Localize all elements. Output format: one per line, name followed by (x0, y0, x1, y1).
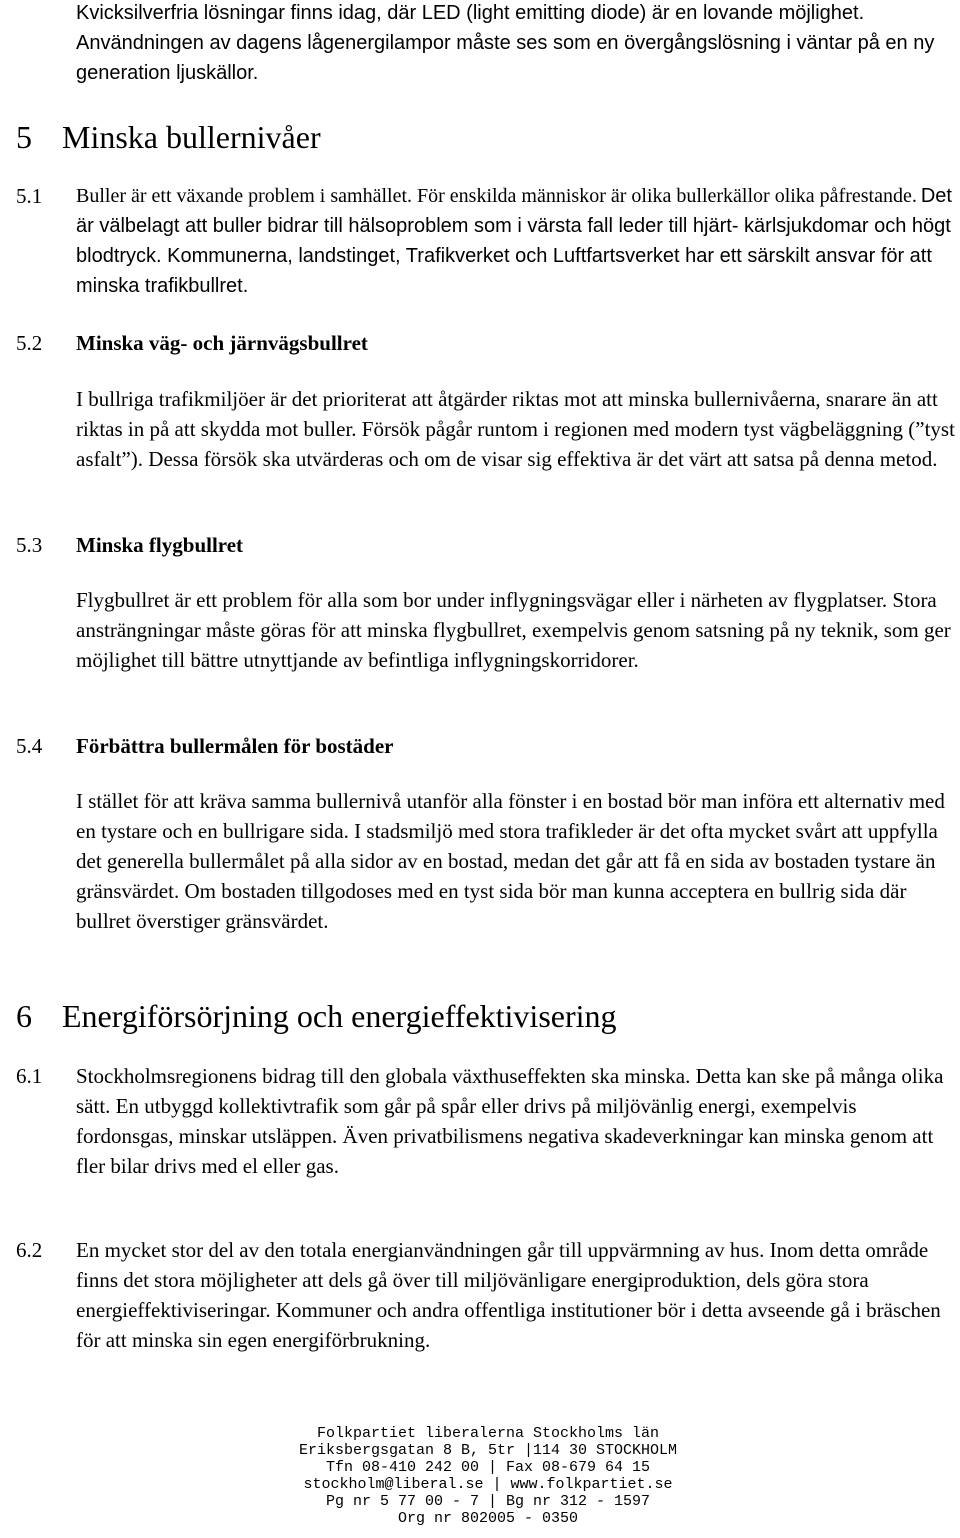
section-6-1-number: 6.1 (16, 1064, 43, 1088)
section-5-2-paragraph: I bullriga trafikmiljöer är det prioriterat att åtgärder riktas mot att minska bullernivåerna, snarare än att riktas in på att skydda mot buller. Försök pågår runtom i regionen med modern tyst vägbeläggning (”tyst asfalt”). Dessa försök ska utvärderas och om de visar sig effektiva är det värt att satsa på denna metod. (76, 387, 955, 471)
section-5-number: 5 (16, 119, 32, 155)
section-5-4-heading (0, 731, 960, 761)
section-5-1-text-sans: Det är välbelagt att buller bidrar till hälsoproblem som i värsta fall leder till hjärt- kärlsjukdomar och högt blodtryck. Kommunerna, landstinget, Trafikverket och Luftfartsverket har ett särskilt ansvar för att minska trafikbullret. (76, 185, 952, 297)
section-5-1-body (76, 181, 960, 301)
section-5-1-text-serif: Buller är ett växande problem i samhället. För enskilda människor är olika bullerkällor olika påfrestande. (76, 185, 917, 207)
footer-phone-fax: Tfn 08-410 242 00 | Fax 08-679 64 15 (325, 1459, 651, 1476)
section-5-3-title: Minska flygbullret (76, 533, 244, 557)
section-5-4-title: Förbättra bullermålen för bostäder (76, 734, 394, 758)
section-6-heading (16, 996, 916, 1036)
section-6-2-paragraph: En mycket stor del av den totala energianvändningen går till uppvärmning av hus. Inom detta område finns det stora möjligheter att dels gå över till miljövänligare energiproduktion, dels göra stora energieffektiviseringar. Kommuner och andra offentliga institutioner bör i detta avseende gå i bräschen för att minska sin egen energiförbrukning. (76, 1238, 941, 1352)
section-6-2-number: 6.2 (16, 1238, 43, 1262)
section-6-2 (0, 1235, 960, 1385)
section-5-3-number: 5.3 (16, 533, 43, 557)
page-footer (0, 1425, 960, 1527)
section-6-1 (0, 1061, 960, 1181)
section-5-3-heading (0, 530, 960, 560)
footer-giro: Pg nr 5 77 00 - 7 | Bg nr 312 - 1597 (325, 1493, 651, 1510)
section-5-2-heading (0, 328, 960, 358)
footer-org-number: Org nr 802005 - 0350 (397, 1510, 579, 1527)
footer-email-web: stockholm@liberal.se | www.folkpartiet.se (303, 1476, 673, 1493)
footer-address: Eriksbergsgatan 8 B, 5tr |114 30 STOCKHOLM (298, 1442, 678, 1459)
section-6-title: Energiförsörjning och energieffektivisering (62, 998, 617, 1034)
section-6-1-paragraph: Stockholmsregionens bidrag till den globala växthuseffekten ska minska. Detta kan ske på många olika sätt. En utbyggd kollektivtrafik som går på spår eller drivs på miljövänlig energi, exempelvis fordonsgas, minskar utsläppen. Även privatbilismens negativa skadeverkningar kan minska genom att fler bilar drivs med el eller gas. (76, 1064, 944, 1178)
section-5-2-title: Minska väg- och järnvägsbullret (76, 331, 368, 355)
section-5-4-paragraph: I stället för att kräva samma bullernivå utanför alla fönster i en bostad bör man införa ett alternativ med en tystare och en bullrigare sida. I stadsmiljö med stora trafikleder är det ofta mycket svårt att uppfylla det generella bullermålet på alla sidor av en bostad, medan det går att få en sida av bostaden tystare än gränsvärdet. Om bostaden tillgodoses med en tyst sida bör man kunna acceptera en bullrig sida där bullret överstiger gränsvärdet. (76, 789, 945, 933)
intro-paragraph: Kvicksilverfria lösningar finns idag, där LED (light emitting diode) är en lovande möjlighet. Användningen av dagens lågenergilampor måste ses som en övergångslösning i väntar på en ny generation ljuskällor. (76, 2, 935, 84)
section-6-number: 6 (16, 998, 32, 1034)
section-5-3-paragraph: Flygbullret är ett problem för alla som bor under inflygningsvägar eller i närheten av flygplatser. Stora ansträngningar måste göras för att minska flygbullret, exempelvis genom satsning på ny teknik, som ger möjlighet till bättre utnyttjande av befintliga inflygningskorridorer. (76, 588, 951, 672)
footer-organization: Folkpartiet liberalerna Stockholms län (316, 1425, 660, 1442)
section-5-2-number: 5.2 (16, 331, 43, 355)
section-5-4-number: 5.4 (16, 734, 43, 758)
section-5-1-number: 5.1 (16, 184, 43, 208)
section-5-1 (0, 181, 960, 301)
section-5-heading (16, 117, 916, 157)
section-5-title: Minska bullernivåer (62, 119, 321, 155)
